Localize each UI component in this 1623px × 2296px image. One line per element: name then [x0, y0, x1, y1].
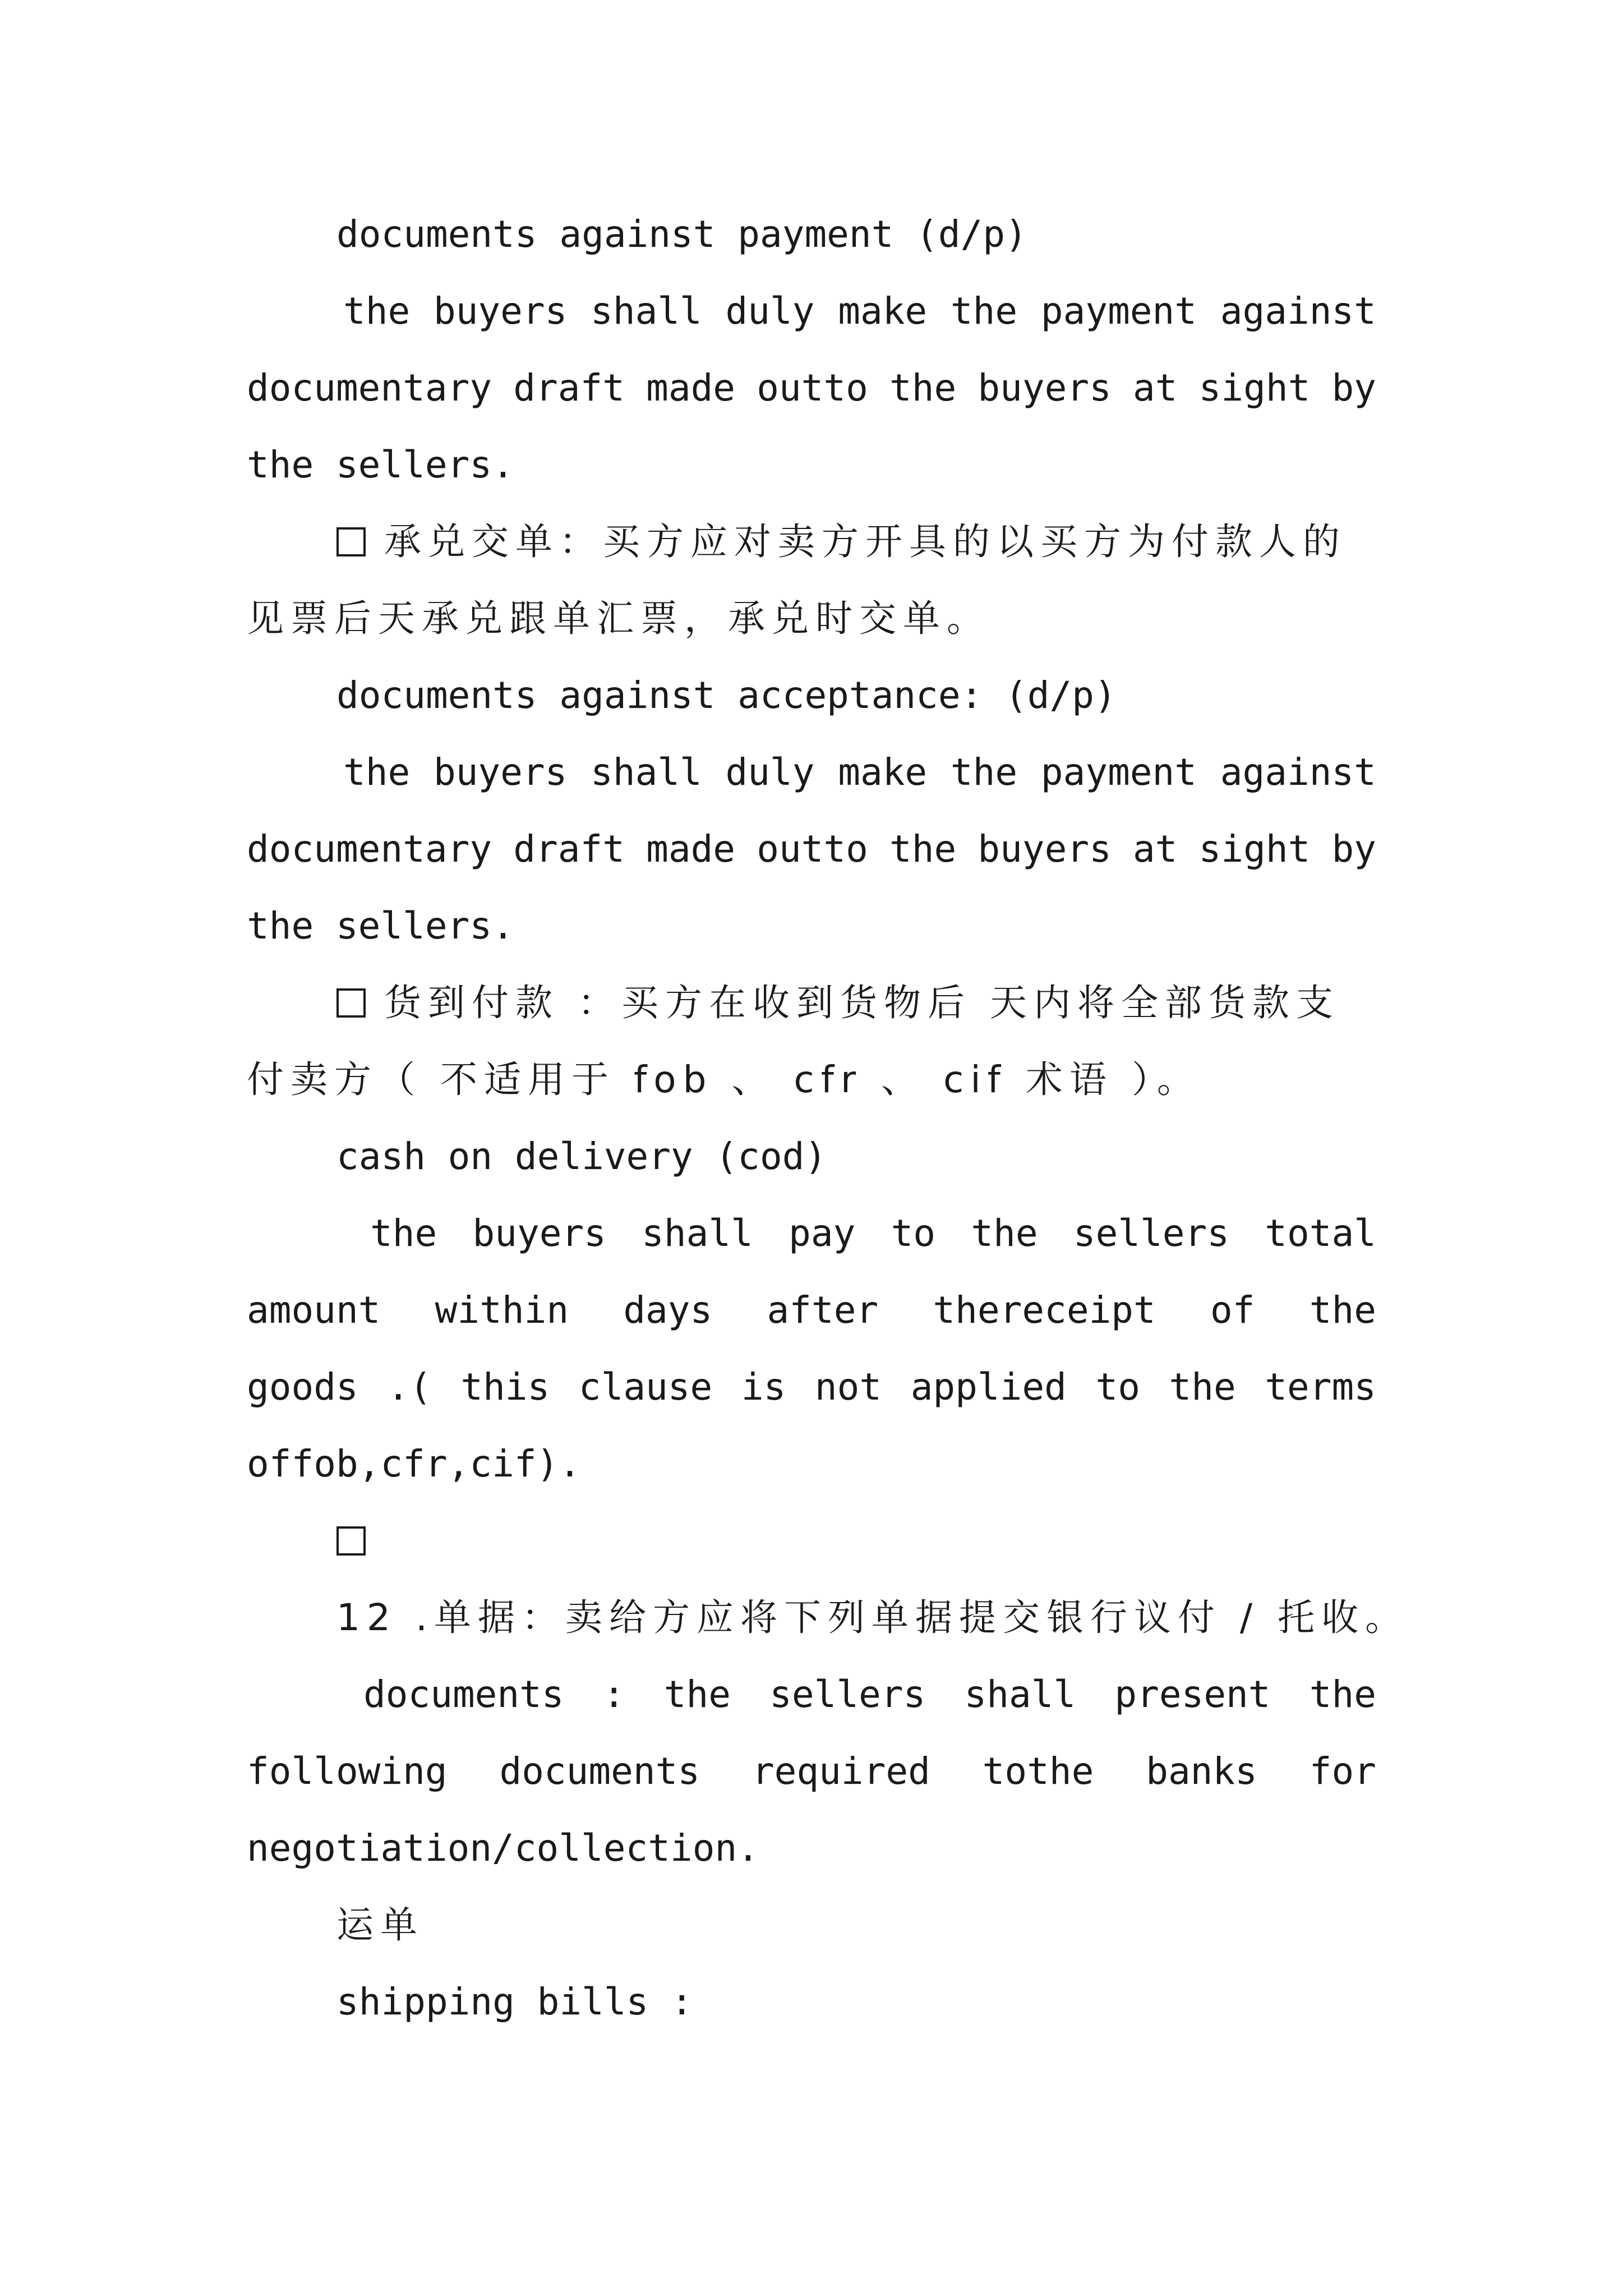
word: the — [1309, 1289, 1376, 1332]
word: shall — [591, 751, 702, 794]
checkbox-icon — [336, 527, 366, 556]
word: for — [1309, 1750, 1376, 1793]
word: to — [1095, 1365, 1140, 1409]
da-cn-text-1: 承兑交单：买方应对卖方开具的以买方为付款人的 — [384, 520, 1347, 563]
cod-para-line-4: offob,cfr,cif). — [247, 1442, 582, 1485]
word: pay — [789, 1212, 856, 1255]
word: the — [889, 366, 957, 409]
word: is — [741, 1365, 786, 1409]
cod-para-line-1 — [370, 1211, 1376, 1256]
docs-cn-label: 运单 — [336, 1903, 424, 1947]
word: duly — [725, 751, 815, 794]
word: buyers — [433, 289, 568, 333]
word: payment — [1040, 751, 1197, 794]
word: documents — [363, 1673, 564, 1716]
word: clause — [578, 1365, 713, 1409]
word: at — [1133, 366, 1178, 409]
word: sellers — [1073, 1212, 1229, 1255]
word: sellers — [769, 1673, 926, 1716]
word: shall — [964, 1673, 1076, 1716]
word: buyers — [978, 827, 1112, 871]
word: banks — [1146, 1750, 1257, 1793]
word: by — [1331, 366, 1376, 409]
word: .( — [387, 1365, 432, 1409]
word: by — [1331, 827, 1376, 871]
word: terms — [1265, 1365, 1376, 1409]
word: the — [1309, 1673, 1376, 1716]
word: goods — [247, 1365, 358, 1409]
word: of — [1210, 1289, 1255, 1332]
word: against — [1220, 751, 1376, 794]
word: not — [814, 1365, 882, 1409]
word: draft — [513, 366, 625, 409]
word: the — [889, 827, 957, 871]
word: duly — [725, 289, 815, 333]
word: make — [838, 289, 928, 333]
word: amount — [247, 1289, 381, 1332]
word: the — [663, 1673, 731, 1716]
word: the — [950, 289, 1018, 333]
word: the — [370, 1212, 437, 1255]
word: outto — [757, 827, 868, 871]
word: documents — [499, 1750, 700, 1793]
word: after — [767, 1289, 879, 1332]
da-heading: documents against acceptance: (d/p) — [336, 674, 1117, 717]
da-para-line-2 — [247, 827, 1376, 872]
word: applied — [910, 1365, 1067, 1409]
docs-en-label: shipping bills : — [336, 1980, 693, 2023]
word: present — [1114, 1673, 1271, 1716]
word: outto — [757, 366, 868, 409]
word: days — [623, 1289, 713, 1332]
word: required — [751, 1750, 930, 1793]
word: the — [971, 1212, 1038, 1255]
word: made — [646, 366, 736, 409]
word: buyers — [978, 366, 1112, 409]
cod-para-line-3 — [247, 1365, 1376, 1410]
word: against — [1220, 289, 1376, 333]
empty-checkbox-line — [336, 1519, 366, 1563]
cod-para-line-2 — [247, 1288, 1376, 1333]
docs-para-line-2 — [247, 1749, 1376, 1794]
word: thereceipt — [933, 1289, 1156, 1332]
word: the — [343, 289, 411, 333]
word: this — [460, 1365, 550, 1409]
cod-heading: cash on delivery (cod) — [336, 1135, 827, 1178]
word: : — [602, 1673, 625, 1716]
da-cn-line-1 — [336, 519, 1347, 564]
checkbox-icon — [336, 988, 366, 1018]
checkbox-icon — [336, 1526, 366, 1556]
cod-cn-text-1: 货到付款 ：买方在收到货物后 天内将全部货款支 — [384, 981, 1340, 1024]
word: buyers — [472, 1212, 606, 1255]
word: the — [343, 751, 411, 794]
da-para-line-1 — [343, 750, 1376, 795]
word: within — [435, 1289, 569, 1332]
word: tothe — [982, 1750, 1094, 1793]
dp-para-line-3: the sellers. — [247, 443, 514, 486]
cod-cn-line-2: 付卖方（ 不适用于 fob 、 cfr 、 cif 术语 ）。 — [247, 1058, 1201, 1101]
dp-heading: documents against payment (d/p) — [336, 213, 1027, 256]
word: documentary — [247, 827, 492, 871]
word: payment — [1040, 289, 1197, 333]
docs-para-line-1 — [363, 1672, 1376, 1717]
word: sight — [1198, 827, 1311, 871]
word: make — [838, 751, 928, 794]
word: shall — [591, 289, 702, 333]
word: documentary — [247, 366, 492, 409]
dp-para-line-1 — [343, 289, 1376, 334]
word: following — [247, 1750, 448, 1793]
word: sight — [1198, 366, 1311, 409]
word: shall — [642, 1212, 753, 1255]
cod-cn-line-1 — [336, 981, 1340, 1025]
word: total — [1265, 1212, 1376, 1255]
dp-para-line-2 — [247, 366, 1376, 411]
word: buyers — [433, 751, 568, 794]
word: to — [891, 1212, 936, 1255]
da-para-line-3: the sellers. — [247, 904, 514, 947]
docs-para-line-3: negotiation/collection. — [247, 1826, 759, 1870]
word: made — [646, 827, 736, 871]
word: at — [1133, 827, 1178, 871]
word: the — [950, 751, 1018, 794]
word: draft — [513, 827, 625, 871]
word: the — [1169, 1365, 1236, 1409]
da-cn-line-2: 见票后天承兑跟单汇票，承兑时交单。 — [247, 597, 990, 640]
docs-number-line: 12 .单据：卖给方应将下列单据提交银行议付 / 托收。 — [336, 1596, 1409, 1639]
